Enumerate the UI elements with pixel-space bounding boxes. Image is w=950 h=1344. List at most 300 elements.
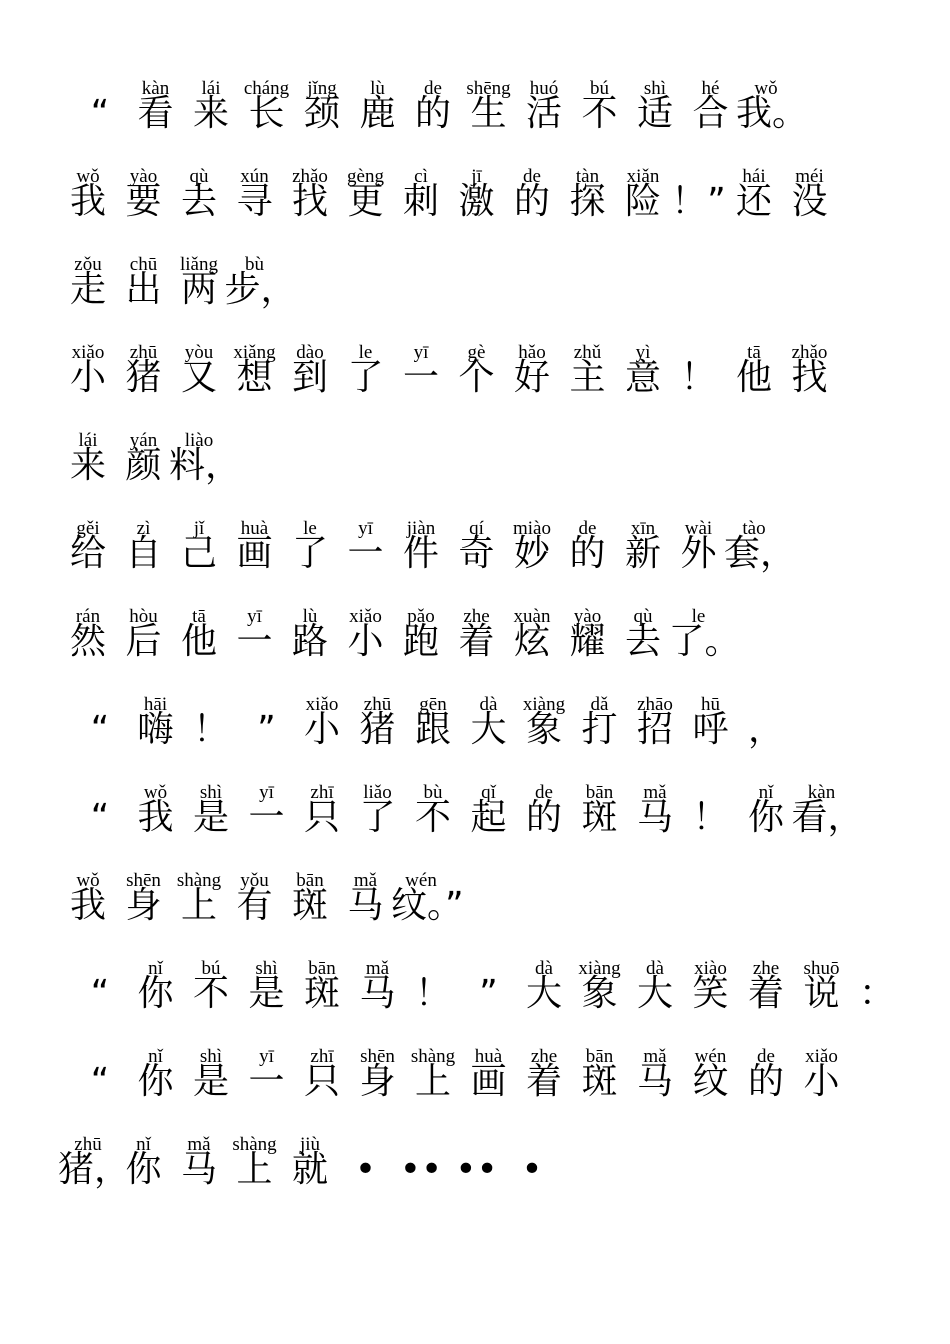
hanzi-character: 合 [692, 93, 729, 134]
hanzi-character: 是 [192, 797, 229, 838]
pinyin-annotation: yì [635, 342, 651, 363]
hanzi-character: 耀 [569, 621, 606, 662]
hanzi-character: 来 [192, 93, 229, 134]
hanzi-character: 我 [69, 181, 106, 222]
text-line [0, 166, 950, 254]
text-line [0, 254, 950, 342]
hanzi-character: 起 [470, 797, 507, 838]
pinyin-annotation: yī [259, 782, 274, 803]
pinyin-annotation: bān [585, 782, 614, 803]
pinyin-annotation: bān [308, 958, 336, 979]
hanzi-character: “ [90, 93, 110, 134]
text-line [0, 606, 950, 694]
text-line [0, 78, 950, 166]
hanzi-character: 的 [569, 533, 606, 574]
hanzi-character: 马 [180, 1149, 217, 1190]
pinyin-annotation: xiǎo [71, 342, 105, 363]
pinyin-annotation: qù [633, 606, 653, 627]
hanzi-character: 去 [624, 621, 661, 662]
hanzi-character: 料， [169, 445, 242, 486]
pinyin-annotation: xún [240, 166, 269, 187]
pinyin-annotation: rán [75, 606, 101, 627]
hanzi-character: 找 [791, 357, 828, 398]
hanzi-character: 还 [735, 181, 772, 222]
hanzi-character: 小 [347, 621, 384, 662]
hanzi-character: 就 [291, 1149, 328, 1190]
hanzi-character: 寻 [236, 181, 273, 222]
character-cell [126, 694, 186, 782]
hanzi-character: 打 [581, 709, 618, 750]
pinyin-annotation: zhe [530, 1046, 558, 1067]
character-cell [169, 430, 242, 518]
hanzi-character: 只 [303, 1061, 340, 1102]
character-cell [736, 694, 796, 782]
hanzi-character: 去 [180, 181, 217, 222]
hanzi-character: 一 [236, 621, 273, 662]
hanzi-character: ！” [671, 181, 726, 222]
character-cell [391, 870, 464, 958]
pinyin-annotation: jī [471, 166, 482, 187]
character-cell [668, 606, 741, 694]
pinyin-annotation: huà [240, 518, 269, 539]
pinyin-annotation: huó [529, 78, 559, 99]
pinyin-annotation: zhe [752, 958, 780, 979]
hanzi-character: 不 [581, 93, 618, 134]
pinyin-annotation: huà [474, 1046, 503, 1067]
hanzi-character: 又 [180, 357, 217, 398]
pinyin-annotation: de [757, 1046, 775, 1067]
hanzi-character: 外 [680, 533, 717, 574]
hanzi-character: 你 [137, 973, 174, 1014]
pinyin-annotation: tā [747, 342, 761, 363]
character-cell [391, 1134, 451, 1222]
hanzi-character: 要 [125, 181, 162, 222]
pinyin-annotation: cì [414, 166, 428, 187]
hanzi-character: •• [399, 1149, 443, 1190]
pinyin-annotation: zhe [463, 606, 490, 627]
hanzi-character: 更 [347, 181, 384, 222]
hanzi-character: 的 [414, 93, 451, 134]
hanzi-character: 象 [581, 973, 618, 1014]
pinyin-annotation: lái [201, 78, 221, 99]
pinyin-annotation: bú [201, 958, 221, 979]
character-cell [847, 958, 907, 1046]
text-line [0, 518, 950, 606]
hanzi-character: 一 [248, 1061, 285, 1102]
hanzi-character: 不 [414, 797, 451, 838]
hanzi-character: 小 [803, 1061, 840, 1102]
hanzi-character: 长 [248, 93, 285, 134]
pinyin-annotation: le [691, 606, 706, 627]
hanzi-character: 马 [636, 797, 673, 838]
hanzi-character: ” [257, 709, 276, 750]
hanzi-character: 我 [69, 885, 106, 926]
pinyin-annotation: qí [469, 518, 484, 539]
pinyin-annotation: xiàng [522, 694, 566, 715]
hanzi-character: 只 [303, 797, 340, 838]
character-cell [613, 342, 673, 430]
pinyin-annotation: dà [646, 958, 664, 979]
hanzi-character: 意 [624, 357, 661, 398]
pinyin-annotation: le [303, 518, 317, 539]
hanzi-character: 奇 [458, 533, 495, 574]
hanzi-character: 自 [125, 533, 162, 574]
hanzi-character: 马 [636, 1061, 673, 1102]
pinyin-annotation: shēng [466, 78, 511, 99]
hanzi-character: 上 [414, 1061, 451, 1102]
pinyin-annotation: gèng [347, 166, 384, 187]
hanzi-character: 新 [624, 533, 661, 574]
pinyin-annotation: wén [405, 870, 437, 891]
pinyin-annotation: nǐ [148, 958, 163, 979]
hanzi-character: • [521, 1149, 543, 1190]
hanzi-character: 两 [180, 269, 217, 310]
hanzi-character: “ [90, 797, 110, 838]
hanzi-character: ！ [192, 709, 229, 750]
character-cell [625, 782, 685, 870]
pinyin-annotation: zhǎo [791, 342, 828, 363]
hanzi-character: 了 [291, 533, 328, 574]
hanzi-character: 步， [224, 269, 297, 310]
hanzi-character: 我。 [736, 93, 809, 134]
hanzi-character: 他 [180, 621, 217, 662]
pinyin-annotation: liào [184, 430, 214, 451]
hanzi-character: 有 [236, 885, 273, 926]
hanzi-character: “ [90, 973, 110, 1014]
pinyin-annotation: nǐ [758, 782, 774, 803]
hanzi-character: 你 [747, 797, 784, 838]
pinyin-annotation: zǒu [74, 254, 102, 275]
hanzi-character: 嗨 [137, 709, 174, 750]
hanzi-character: 激 [458, 181, 495, 222]
hanzi-character: ： [858, 973, 895, 1014]
hanzi-character: 适 [636, 93, 673, 134]
pinyin-annotation: gěi [76, 518, 100, 539]
character-cell [792, 1046, 852, 1134]
hanzi-character: 马 [347, 885, 384, 926]
pinyin-annotation: qǐ [481, 782, 496, 803]
hanzi-character: • [354, 1149, 377, 1190]
hanzi-character: 斑 [291, 885, 328, 926]
hanzi-character: 到 [291, 357, 328, 398]
hanzi-character: 颈 [303, 93, 340, 134]
hanzi-character: 大 [525, 973, 562, 1014]
hanzi-character: ， [747, 709, 784, 750]
hanzi-character: 妙 [513, 533, 550, 574]
hanzi-character: 招 [636, 709, 673, 750]
pinyin-annotation: hāi [143, 694, 168, 715]
hanzi-character: 他 [735, 357, 772, 398]
character-cell [224, 254, 297, 342]
pinyin-annotation: xiǎo [349, 606, 382, 627]
pinyin-annotation: yòu [184, 342, 214, 363]
character-cell [502, 1134, 562, 1222]
hanzi-character: 身 [359, 1061, 396, 1102]
character-cell [724, 518, 797, 606]
text-line [0, 342, 950, 430]
hanzi-character: 了。 [668, 621, 741, 662]
character-cell [780, 166, 840, 254]
hanzi-character: 鹿 [359, 93, 396, 134]
pinyin-annotation: xiǎn [626, 166, 660, 187]
hanzi-character: 刺 [402, 181, 439, 222]
pinyin-annotation: lái [78, 430, 98, 451]
pinyin-annotation: pǎo [407, 606, 435, 627]
hanzi-character: 找 [291, 181, 328, 222]
hanzi-character: 好 [513, 357, 550, 398]
hanzi-character: 斑 [581, 1061, 618, 1102]
hanzi-character: 出 [125, 269, 162, 310]
hanzi-character: 猪， [58, 1149, 131, 1190]
pinyin-annotation: mǎ [365, 958, 390, 979]
character-cell [613, 166, 673, 254]
character-cell [348, 958, 408, 1046]
pinyin-annotation: zì [136, 518, 151, 539]
pinyin-annotation: xīn [630, 518, 656, 539]
hanzi-character: 的 [747, 1061, 784, 1102]
pinyin-annotation: jǐng [307, 78, 337, 99]
pinyin-annotation: shēn [360, 1046, 395, 1067]
hanzi-character: 象 [525, 709, 562, 750]
hanzi-character: 呼 [692, 709, 729, 750]
pinyin-annotation: hé [701, 78, 720, 99]
hanzi-character: 大 [636, 973, 673, 1014]
hanzi-character: 我 [137, 797, 174, 838]
hanzi-character: 看， [791, 797, 864, 838]
hanzi-character: 一 [347, 533, 384, 574]
pinyin-annotation: mǎ [187, 1134, 211, 1155]
pinyin-annotation: shàng [176, 870, 222, 891]
pinyin-annotation: de [535, 782, 553, 803]
hanzi-character: 纹 [692, 1061, 729, 1102]
pinyin-annotation: de [424, 78, 442, 99]
hanzi-character: 探 [569, 181, 606, 222]
hanzi-character: 生 [470, 93, 507, 134]
hanzi-character: 颜 [125, 445, 162, 486]
pinyin-annotation: xuàn [513, 606, 551, 627]
pinyin-annotation: tā [192, 606, 206, 627]
pinyin-annotation: kàn [141, 78, 170, 99]
pinyin-annotation: tào [742, 518, 766, 539]
hanzi-character: 画 [470, 1061, 507, 1102]
hanzi-character: 着 [458, 621, 495, 662]
character-cell [791, 782, 864, 870]
hanzi-character: 来 [69, 445, 106, 486]
pinyin-annotation: mǎ [643, 1046, 667, 1067]
hanzi-character: 一 [248, 797, 285, 838]
pinyin-annotation: dà [535, 958, 553, 979]
hanzi-character: 活 [525, 93, 562, 134]
pinyin-annotation: shàng [232, 1134, 277, 1155]
text-line [0, 1046, 950, 1134]
pinyin-annotation: lù [370, 78, 385, 99]
hanzi-character: 没 [791, 181, 828, 222]
character-cell [780, 342, 840, 430]
hanzi-character: 是 [192, 1061, 229, 1102]
pinyin-annotation: wén [694, 1046, 727, 1067]
hanzi-character: 你 [125, 1149, 162, 1190]
pinyin-annotation: bú [590, 78, 609, 99]
pinyin-annotation: bān [585, 1046, 614, 1067]
hanzi-character: 己 [180, 533, 217, 574]
hanzi-character: 身 [125, 885, 162, 926]
hanzi-character: ” [479, 973, 498, 1014]
hanzi-character: ！ [680, 357, 717, 398]
hanzi-character: 你 [137, 1061, 174, 1102]
pinyin-annotation: yán [129, 430, 158, 451]
pinyin-annotation: zhǎo [292, 166, 328, 187]
pinyin-annotation: gēn [419, 694, 447, 715]
character-cell [403, 958, 463, 1046]
pinyin-annotation: dà [479, 694, 498, 715]
pinyin-annotation: shì [643, 78, 667, 99]
hanzi-character: 说 [803, 973, 840, 1014]
hanzi-character: 斑 [303, 973, 340, 1014]
hanzi-character: 上 [180, 885, 217, 926]
pinyin-annotation: liǎng [180, 254, 218, 275]
character-cell [447, 1134, 507, 1222]
pinyin-annotation: xiǎng [233, 342, 276, 363]
pinyin-annotation: wài [684, 518, 713, 539]
hanzi-character: 猪 [125, 357, 162, 398]
hanzi-character: •• [455, 1149, 498, 1190]
pinyin-annotation: yī [358, 518, 373, 539]
character-cell [681, 694, 741, 782]
pinyin-annotation: mǎ [353, 870, 378, 891]
pinyin-annotation: bù [423, 782, 443, 803]
hanzi-character: 然 [69, 621, 106, 662]
hanzi-character: 路 [291, 621, 328, 662]
hanzi-character: 着 [525, 1061, 562, 1102]
text-line [0, 430, 950, 518]
hanzi-character: 猪 [359, 709, 396, 750]
pinyin-annotation: shì [255, 958, 278, 979]
hanzi-character: 看 [137, 93, 174, 134]
hanzi-character: 炫 [513, 621, 550, 662]
hanzi-character: 上 [236, 1149, 273, 1190]
pinyin-annotation: hái [742, 166, 766, 187]
character-cell [736, 78, 809, 166]
hanzi-character: 跟 [414, 709, 451, 750]
pinyin-annotation: shuō [803, 958, 840, 979]
hanzi-character: 是 [248, 973, 285, 1014]
hanzi-character: 小 [303, 709, 340, 750]
pinyin-annotation: xiào [694, 958, 727, 979]
pinyin-annotation: xiàng [578, 958, 621, 979]
pinyin-annotation: xiǎo [305, 694, 339, 715]
pinyin-annotation: le [358, 342, 373, 363]
pinyin-annotation: liǎo [363, 782, 392, 803]
hanzi-character: 斑 [581, 797, 618, 838]
pinyin-annotation: xiǎo [805, 1046, 838, 1067]
pinyin-annotation: wǒ [754, 78, 778, 99]
pinyin-annotation: zhī [310, 1046, 334, 1067]
pinyin-annotation: shì [199, 1046, 223, 1067]
pinyin-annotation: yào [573, 606, 602, 627]
character-cell [336, 1134, 396, 1222]
pinyin-annotation: cháng [243, 78, 290, 99]
hanzi-character: 件 [402, 533, 439, 574]
text-line [0, 1134, 950, 1222]
text-line [0, 958, 950, 1046]
hanzi-character: 画 [236, 533, 273, 574]
pinyin-annotation: gè [467, 342, 486, 363]
pinyin-annotation: zhū [74, 1134, 102, 1155]
pinyin-annotation: miào [513, 518, 551, 539]
hanzi-character: 想 [236, 357, 273, 398]
hanzi-character: 了 [347, 357, 384, 398]
pinyin-annotation: chū [129, 254, 158, 275]
pinyin-annotation: jiù [299, 1134, 321, 1155]
hanzi-character: 跑 [402, 621, 439, 662]
pinyin-annotation: shàng [410, 1046, 456, 1067]
hanzi-character: 个 [458, 357, 495, 398]
hanzi-character: 不 [192, 973, 229, 1014]
hanzi-character: 套， [724, 533, 797, 574]
pinyin-annotation: bù [245, 254, 264, 275]
pinyin-annotation: zhāo [637, 694, 673, 715]
hanzi-character: “ [90, 709, 110, 750]
pinyin-annotation: méi [795, 166, 824, 187]
pinyin-annotation: shēn [126, 870, 161, 891]
pinyin-annotation: mǎ [643, 782, 667, 803]
pinyin-annotation: de [578, 518, 597, 539]
pinyin-annotation: tàn [575, 166, 600, 187]
pinyin-annotation: jiàn [406, 518, 436, 539]
pinyin-annotation: jǐ [193, 518, 205, 539]
pinyin-annotation: lù [302, 606, 318, 627]
hanzi-character: 小 [69, 357, 106, 398]
pinyin-annotation: nǐ [148, 1046, 163, 1067]
pinyin-annotation: zhū [363, 694, 392, 715]
hanzi-character: 马 [359, 973, 396, 1014]
hanzi-character: 的 [525, 797, 562, 838]
hanzi-character: “ [90, 1061, 110, 1102]
character-cell [280, 1134, 340, 1222]
pinyin-annotation: yī [247, 606, 262, 627]
pinyin-annotation: zhǔ [573, 342, 602, 363]
hanzi-character: ！ [414, 973, 451, 1014]
pinyin-annotation: wǒ [76, 870, 100, 891]
text-line [0, 694, 950, 782]
pinyin-annotation: zhī [310, 782, 334, 803]
pinyin-annotation: qù [189, 166, 209, 187]
pinyin-annotation: yào [129, 166, 158, 187]
hanzi-character: 后 [125, 621, 162, 662]
pinyin-annotation: dào [296, 342, 324, 363]
pinyin-annotation: shì [199, 782, 223, 803]
hanzi-character: 险 [624, 181, 661, 222]
hanzi-character: 着 [747, 973, 784, 1014]
hanzi-character: 主 [569, 357, 606, 398]
pinyin-annotation: hū [701, 694, 720, 715]
pinyin-annotation: wǒ [143, 782, 168, 803]
pinyin-annotation: yǒu [240, 870, 269, 891]
hanzi-character: 给 [69, 533, 106, 574]
pinyin-annotation: hǎo [518, 342, 546, 363]
text-line [0, 782, 950, 870]
pinyin-annotation: nǐ [136, 1134, 151, 1155]
character-cell [181, 694, 241, 782]
hanzi-character: 走 [69, 269, 106, 310]
pinyin-annotation: hòu [129, 606, 158, 627]
pinyin-annotation: yī [413, 342, 429, 363]
text-line [0, 870, 950, 958]
character-cell [792, 958, 852, 1046]
pinyin-annotation: wǒ [76, 166, 100, 187]
hanzi-character: 笑 [692, 973, 729, 1014]
pinyin-annotation: bān [296, 870, 324, 891]
